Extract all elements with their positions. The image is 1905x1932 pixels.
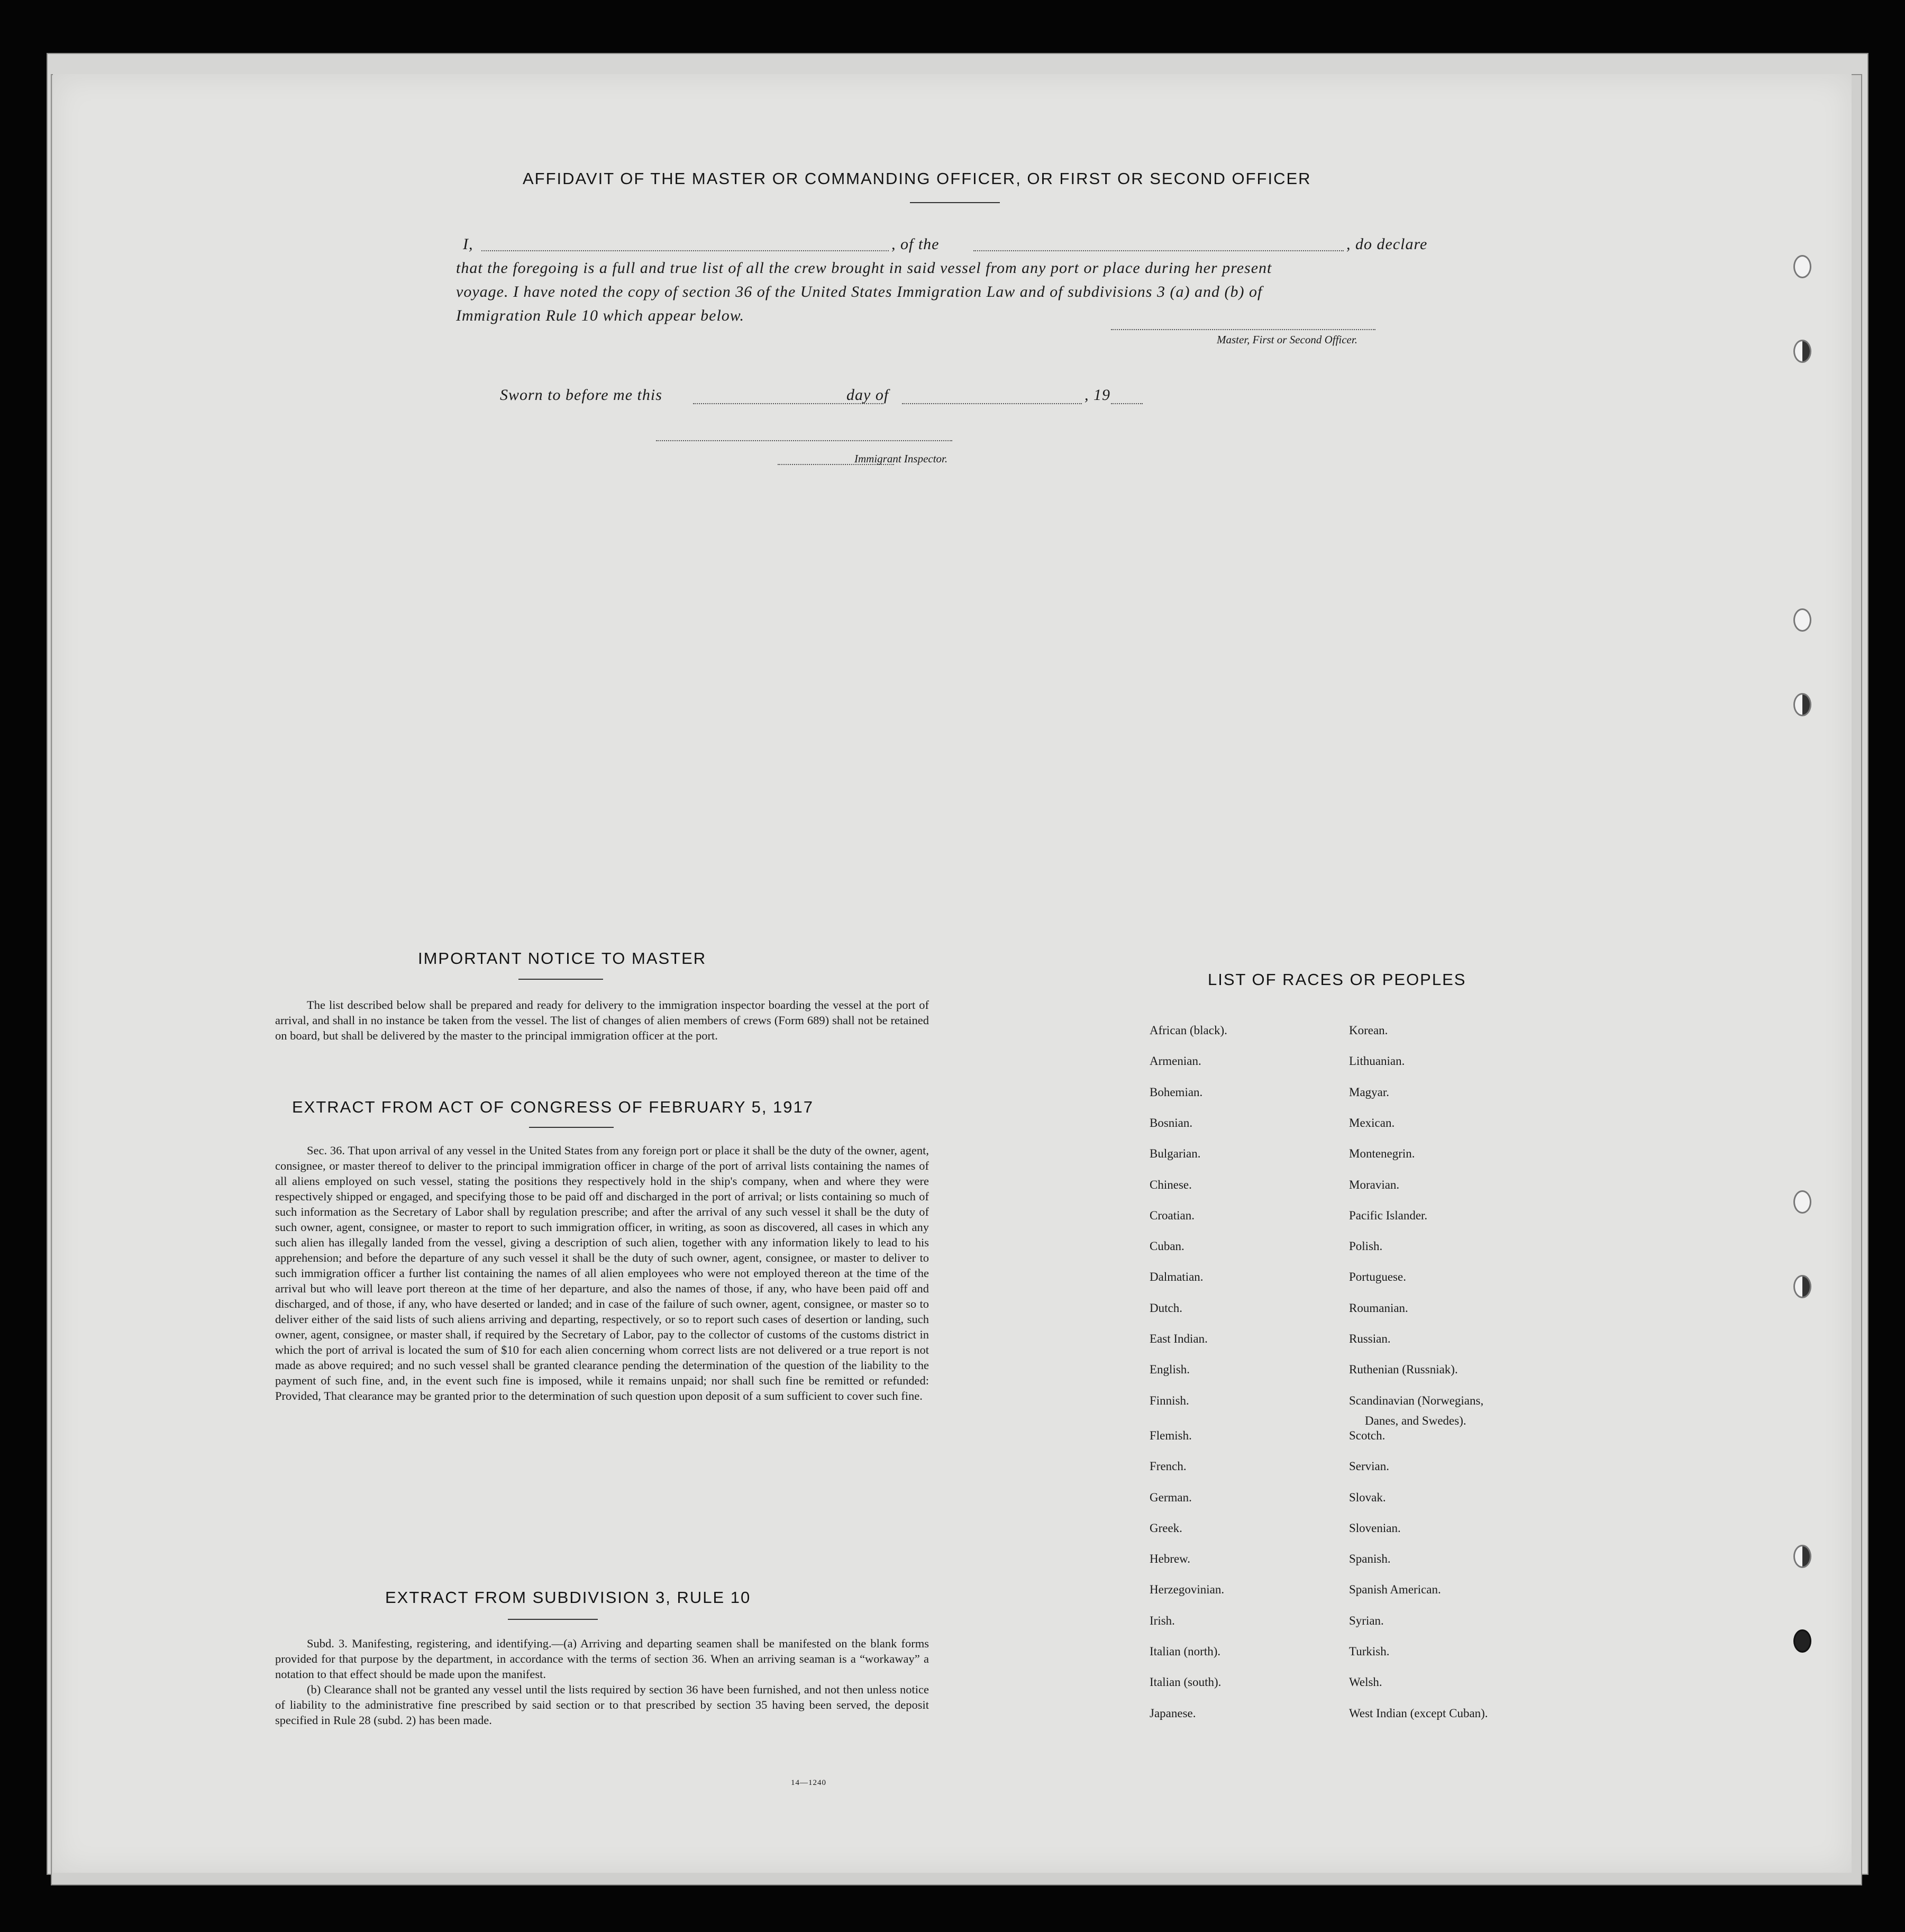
notice-paragraph: The list described below shall be prepared and ready for delivery to the immigration inspector boarding the vessel at the port of arrival, and shall in no instance be taken from the vessel. The list of changes of alien members of crews (Form 689) shall not be retained on board, but shall be delivered by the master to the principal immigration officer at the port. [275, 998, 929, 1042]
title-rule [910, 202, 1000, 203]
race-item: Bohemian. [1150, 1085, 1203, 1099]
race-item: Turkish. [1349, 1645, 1390, 1658]
race-item: Servian. [1349, 1460, 1390, 1473]
race-item: Greek. [1150, 1521, 1182, 1535]
name-blank [481, 250, 889, 251]
act-text [275, 1143, 929, 1404]
race-item: Syrian. [1349, 1614, 1384, 1627]
binder-hole [1793, 1190, 1811, 1214]
race-item: Slovak. [1349, 1490, 1386, 1504]
race-item: Russian. [1349, 1332, 1391, 1345]
affidavit-line-2: that the foregoing is a full and true list of all the crew brought in said vessel from any port or place during her present [456, 259, 1272, 277]
affidavit-line-3: voyage. I have noted the copy of section 36 of the United States Immigration Law and of subdivisions 3 (a) and (b) of [456, 283, 1263, 300]
race-item: Bulgarian. [1150, 1147, 1201, 1161]
race-item: Roumanian. [1349, 1301, 1408, 1315]
sworn-year: , 19 [1084, 386, 1110, 404]
binder-hole [1793, 1545, 1811, 1568]
race-item: French. [1150, 1460, 1187, 1473]
race-item: Croatian. [1150, 1208, 1195, 1222]
affidavit-declare: , do declare [1346, 235, 1428, 253]
race-item: African (black). [1150, 1024, 1227, 1037]
binder-hole [1793, 1275, 1811, 1298]
title-rule [508, 1619, 598, 1620]
rule-paragraph-a: Subd. 3. Manifesting, registering, and identifying.—(a) Arriving and departing seamen shall be manifested on the blank forms provided for that purpose by the department, in accordance with the terms of section 36. When an arriving seaman is a “workaway” a notation to that effect should be made upon the manifest. [275, 1637, 929, 1681]
race-item: Slovenian. [1349, 1521, 1401, 1535]
notice-title: IMPORTANT NOTICE TO MASTER [418, 949, 707, 968]
affidavit-title: AFFIDAVIT OF THE MASTER OR COMMANDING OFFICER, OR FIRST OR SECOND OFFICER [523, 169, 1311, 188]
race-item: Ruthenian (Russniak). [1349, 1363, 1458, 1377]
sworn-day-of: day of [846, 386, 889, 404]
race-item: Herzegovinian. [1150, 1583, 1225, 1597]
race-item: Scotch. [1349, 1428, 1386, 1442]
race-item: Montenegrin. [1349, 1147, 1415, 1161]
binder-hole [1793, 340, 1811, 363]
race-item: Irish. [1150, 1614, 1175, 1627]
race-item: Armenian. [1150, 1054, 1201, 1068]
race-item: Mexican. [1349, 1116, 1395, 1129]
race-item: Japanese. [1150, 1706, 1196, 1720]
title-rule [529, 1127, 614, 1128]
inspector-blank [656, 440, 952, 441]
race-item: Cuban. [1150, 1240, 1184, 1253]
rule-paragraph-b: (b) Clearance shall not be granted any vessel until the lists required by section 36 have been furnished, and not then unless notice of liability to the administrative fine prescribed by said section or to that prescribed by section 35 having been served, the deposit specified in Rule 28 (subd. 2) has been made. [275, 1683, 929, 1727]
sworn-month-blank [902, 403, 1082, 404]
affidavit-line-4: Immigration Rule 10 which appear below. [456, 307, 745, 324]
binder-hole [1793, 693, 1811, 716]
document-page [53, 74, 1852, 1873]
race-item: Polish. [1349, 1240, 1383, 1253]
binder-hole [1793, 608, 1811, 632]
races-title: LIST OF RACES OR PEOPLES [1208, 970, 1466, 989]
binder-hole [1793, 1629, 1811, 1653]
sworn-year-blank [1111, 403, 1143, 404]
race-item: Dalmatian. [1150, 1270, 1204, 1284]
race-item: Lithuanian. [1349, 1054, 1405, 1068]
race-item: Bosnian. [1150, 1116, 1193, 1129]
race-item: Italian (north). [1150, 1645, 1221, 1658]
affidavit-i: I, [463, 235, 473, 253]
race-item: Welsh. [1349, 1675, 1382, 1689]
vessel-blank [973, 250, 1344, 251]
title-rule [518, 979, 603, 980]
race-item: Scandinavian (Norwegians, [1349, 1393, 1484, 1407]
race-item: West Indian (except Cuban). [1349, 1706, 1488, 1720]
race-item: Moravian. [1349, 1178, 1400, 1191]
signature-blank [1111, 329, 1375, 330]
race-item: East Indian. [1150, 1332, 1208, 1345]
race-item: Spanish American. [1349, 1583, 1441, 1597]
sworn-prefix: Sworn to before me this [500, 386, 662, 404]
race-item: Hebrew. [1150, 1552, 1191, 1566]
inspector-label: Immigrant Inspector. [854, 452, 948, 465]
rule-text [275, 1636, 929, 1728]
race-item: Korean. [1349, 1024, 1388, 1037]
form-number: 14—1240 [791, 1779, 826, 1787]
race-item: English. [1150, 1363, 1190, 1377]
race-item: Danes, and Swedes). [1365, 1414, 1466, 1427]
affidavit-of-the: , of the [891, 235, 940, 253]
binder-hole [1793, 255, 1811, 278]
race-item: Portuguese. [1349, 1270, 1406, 1284]
race-item: Magyar. [1349, 1085, 1390, 1099]
race-item: Finnish. [1150, 1393, 1189, 1407]
race-item: Spanish. [1349, 1552, 1391, 1566]
notice-text [275, 997, 929, 1043]
race-item: German. [1150, 1490, 1192, 1504]
rule-title: EXTRACT FROM SUBDIVISION 3, RULE 10 [385, 1588, 751, 1607]
signature-label: Master, First or Second Officer. [1217, 333, 1357, 346]
race-item: Italian (south). [1150, 1675, 1222, 1689]
race-item: Flemish. [1150, 1428, 1192, 1442]
act-paragraph: Sec. 36. That upon arrival of any vessel in the United States from any foreign port or place it shall be the duty of the owner, agent, consignee, or master thereof to deliver to the principal immigration officer in charge of the port of arrival lists containing the names of all aliens employed on such vessel, stating the positions they respectively hold in the ship's company, when and where they were respectively shipped or engaged, and specifying those to be paid off and discharged in the port of arrival; or lists containing so much of such information as the Secretary of Labor shall by regulation prescribe; and after the arrival of any such vessel it shall be the duty of such owner, agent, consignee, or master to report to such immigration officer, in writing, as soon as discovered, all cases in which any such alien has illegally landed from the vessel, giving a description of such alien, together with any information likely to lead to his apprehension; and before the departure of any such vessel it shall be the duty of such owner, agent, consignee, or master to deliver to such immigration officer a further list containing the names of all alien employees who were not employed thereon at the time of the arrival but who will leave port thereon at the time of her departure, and also the names of those, if any, who have been paid off and discharged, and of those, if any, who have deserted or landed; and in case of the failure of such owner, agent, consignee, or master so to deliver either of the said lists of such aliens arriving and departing, respectively, or so to report such cases of desertion or landing, such owner, agent, consignee, or master shall, if required by the Secretary of Labor, pay to the collector of customs of the customs district in which the port of arrival is located the sum of $10 for each alien concerning whom correct lists are not delivered or a true report is not made as above required; and no such vessel shall be granted clearance pending the determination of the question of the liability to the payment of such fine, and, in the event such fine is imposed, while it remains unpaid; nor shall such fine be remitted or refunded: Provided, That clearance may be granted prior to the determination of such question upon deposit of a sum sufficient to cover such fine. [275, 1144, 929, 1402]
race-item: Pacific Islander. [1349, 1208, 1428, 1222]
act-title: EXTRACT FROM ACT OF CONGRESS OF FEBRUARY 5, 1917 [292, 1098, 814, 1116]
race-item: Chinese. [1150, 1178, 1192, 1191]
race-item: Dutch. [1150, 1301, 1182, 1315]
